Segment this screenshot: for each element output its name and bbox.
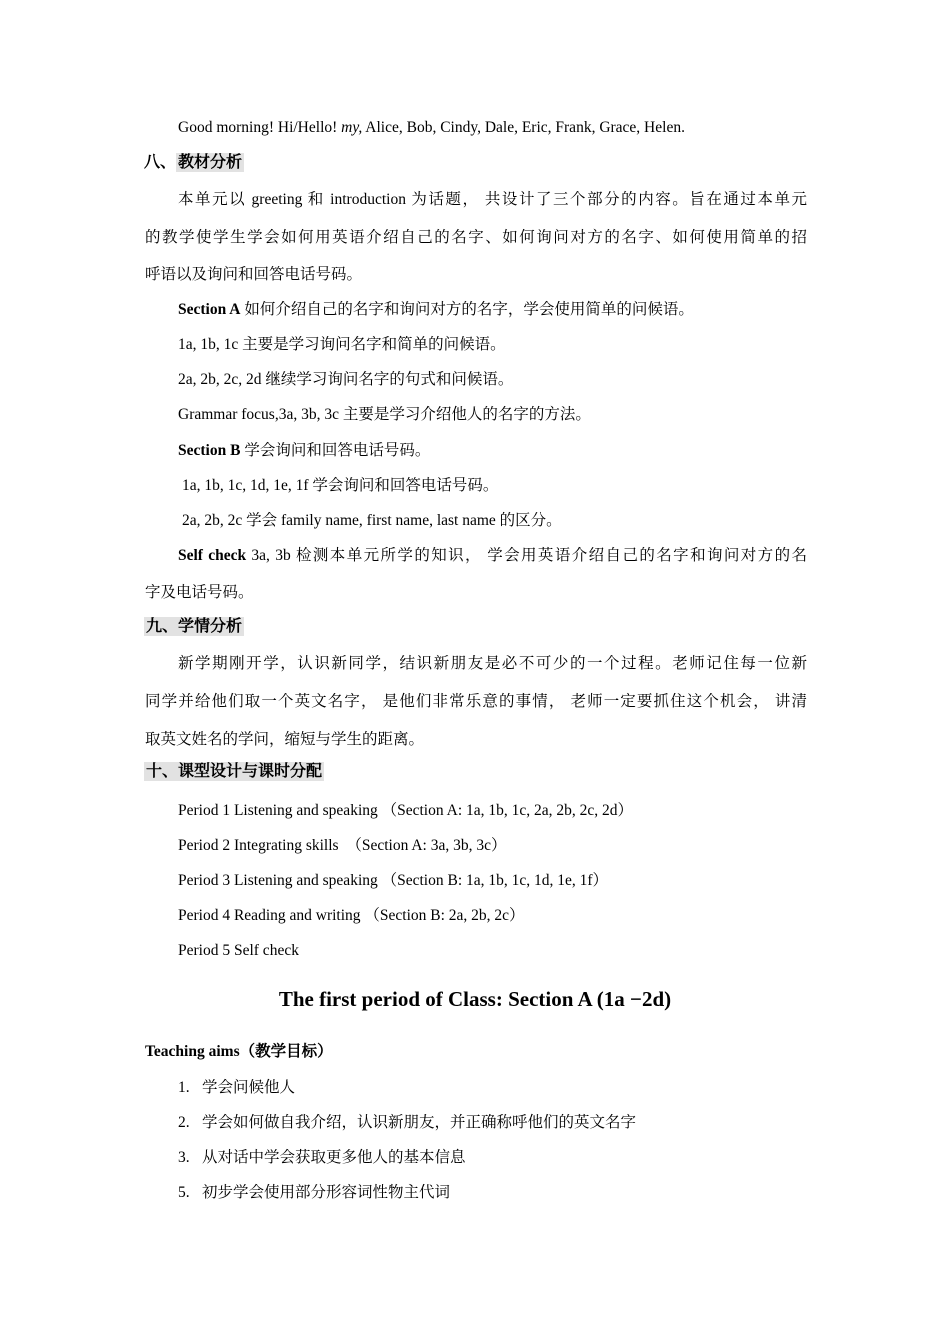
self-check-label: Self check [178, 547, 247, 564]
section-10-heading [144, 761, 324, 783]
aim-number: 3. [178, 1149, 190, 1166]
section-b-text: 学会询问和回答电话号码。 [240, 442, 431, 459]
aim-text: 从对话中学会获取更多他人的基本信息 [202, 1149, 466, 1166]
period-4: Period 4 Reading and writing （Section B: 2a, 2b, 2c） [178, 907, 525, 924]
section-8-title: 教材分析 [178, 154, 243, 171]
self-check-line-2: 字及电话号码。 [145, 584, 254, 601]
section-9-heading-bg [144, 617, 244, 636]
section-9-title: 学情分析 [178, 618, 243, 635]
section-a-line [178, 300, 694, 320]
aim-number: 1. [178, 1079, 190, 1096]
section-b-line [178, 441, 430, 461]
section-8-para-line-3: 呼语以及询问和回答电话号码。 [145, 266, 363, 283]
aim-text: 学会问候他人 [202, 1079, 296, 1096]
section-b-item-2: 2a, 2b, 2c 学会 family name, first name, last name 的区分。 [182, 512, 562, 529]
section-9-line-2: 同学并给他们取一个英文名字， 是他们非常乐意的事情， 老师一定要抓住这个机会， 讲清 [145, 693, 807, 710]
vocab-names: Alice, Bob, Cindy, Dale, Eric, Frank, Grace, Helen. [362, 119, 685, 136]
aim-item [178, 1183, 450, 1203]
section-a-item-1: 1a, 1b, 1c 主要是学习询问名字和简单的问候语。 [178, 336, 506, 353]
aim-number: 5. [178, 1184, 190, 1201]
section-9-heading [144, 616, 244, 638]
section-a-item-2: 2a, 2b, 2c, 2d 继续学习询问名字的句式和问候语。 [178, 371, 514, 388]
lesson-title: The first period of Class: Section A (1a −2d) [278, 987, 672, 1011]
section-8-para-line-1: 本单元以 greeting 和 introduction 为话题， 共设计了三个部分的内容。旨在通过本单元 [178, 191, 807, 208]
aim-item [178, 1148, 466, 1168]
section-10-number: 十、 [146, 763, 179, 780]
section-a-text: 如何介绍自己的名字和询问对方的名字，学会使用简单的问候语。 [240, 301, 694, 318]
section-8-number: 八、 [144, 154, 177, 171]
section-9-line-1: 新学期刚开学，认识新同学，结识新朋友是必不可少的一个过程。老师记住每一位新 [178, 655, 807, 672]
section-b-item-1: 1a, 1b, 1c, 1d, 1e, 1f 学会询问和回答电话号码。 [182, 477, 499, 494]
self-check-line [178, 546, 807, 566]
vocab-text: Good morning! Hi/Hello! [178, 119, 342, 136]
period-3: Period 3 Listening and speaking （Section B: 1a, 1b, 1c, 1d, 1e, 1f） [178, 872, 609, 889]
teaching-aims-heading: Teaching aims（教学目标） [145, 1043, 333, 1060]
self-check-text: 3a, 3b 检测本单元所学的知识， 学会用英语介绍自己的名字和询问对方的名 [246, 547, 807, 564]
aim-item [178, 1078, 295, 1098]
period-1: Period 1 Listening and speaking （Section A: 1a, 1b, 1c, 2a, 2b, 2c, 2d） [178, 802, 634, 819]
section-9-line-3: 取英文姓名的学问，缩短与学生的距离。 [145, 731, 425, 748]
aim-item [178, 1113, 636, 1133]
section-8-heading [144, 152, 244, 174]
section-10-title: 课型设计与课时分配 [178, 763, 323, 780]
vocab-italic-word: my, [341, 119, 363, 136]
section-a-item-3: Grammar focus,3a, 3b, 3c 主要是学习介绍他人的名字的方法。 [178, 406, 591, 423]
section-9-number: 九、 [146, 618, 179, 635]
section-b-label: Section B [178, 442, 241, 459]
vocabulary-line [178, 118, 685, 138]
aim-text: 初步学会使用部分形容词性物主代词 [202, 1184, 451, 1201]
section-a-label: Section A [178, 301, 241, 318]
aim-text: 学会如何做自我介绍，认识新朋友，并正确称呼他们的英文名字 [202, 1114, 637, 1131]
period-2: Period 2 Integrating skills （Section A: 3a, 3b, 3c） [178, 837, 507, 854]
aim-number: 2. [178, 1114, 190, 1131]
section-8-para-line-2: 的教学使学生学会如何用英语介绍自己的名字、如何询问对方的名字、如何使用简单的招 [145, 229, 807, 246]
section-10-heading-bg [144, 762, 324, 781]
period-5: Period 5 Self check [178, 942, 299, 959]
